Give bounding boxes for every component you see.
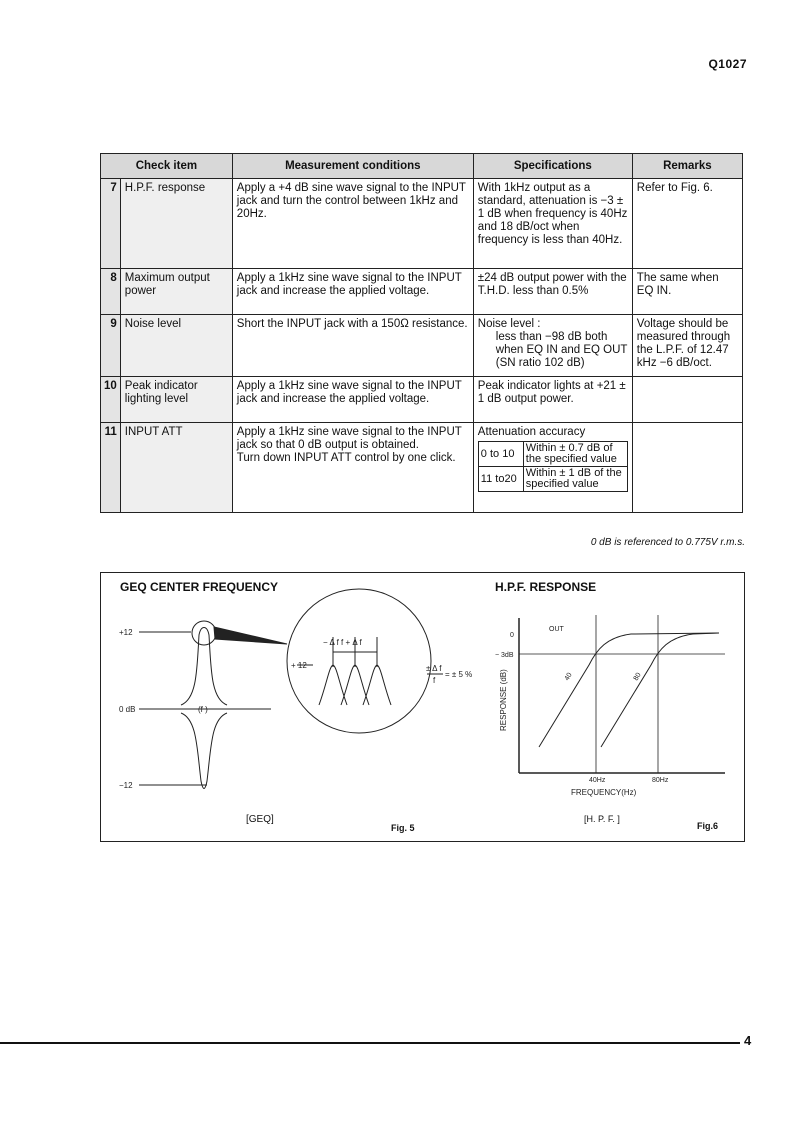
row-number: 11 — [101, 423, 121, 513]
specification — [473, 423, 632, 513]
fig5-plus12: +12 — [119, 628, 133, 637]
remarks: Voltage should be measured through the L.P.F. of 12.47 kHz −6 dB/oct. — [632, 315, 742, 377]
formula-numerator: ± Δ f — [426, 664, 442, 673]
check-item: Noise level — [120, 315, 232, 377]
specification: With 1kHz output as a standard, attenuation is −3 ± 1 dB when frequency is 40Hz and 18 dB/oct when frequency is less than 40Hz. — [473, 179, 632, 269]
attenuation-label: Attenuation accuracy — [477, 426, 586, 438]
row-number: 7 — [101, 179, 121, 269]
fig5-title: GEQ CENTER FREQUENCY — [120, 580, 279, 594]
cut-curve — [181, 713, 227, 789]
measurement-condition: Apply a 1kHz sine wave signal to the INPUT jack and increase the applied voltage. — [232, 269, 473, 315]
fig5-caption: [GEQ] — [246, 814, 274, 825]
page-number: 4 — [744, 1033, 752, 1048]
row-number: 10 — [101, 377, 121, 423]
table-header-row — [101, 154, 743, 179]
zoom-plus12: + 12 — [291, 661, 307, 670]
zoom-source-circle — [192, 621, 216, 645]
out-label: OUT — [549, 626, 564, 633]
fig5-minus12: −12 — [119, 781, 133, 790]
fig6-caption: [H. P. F. ] — [584, 814, 620, 824]
y-axis-label: RESPONSE (dB) — [499, 669, 508, 731]
measurement-condition — [232, 423, 473, 513]
table-row — [101, 315, 743, 377]
document-id: Q1027 — [708, 57, 747, 71]
specification: Peak indicator lights at +21 ± 1 dB output power. — [473, 377, 632, 423]
zoom-circle — [287, 589, 431, 733]
x-axis-label: FREQUENCY(Hz) — [571, 788, 637, 797]
y-zero-label: 0 — [510, 632, 514, 639]
check-item: Maximum output power — [120, 269, 232, 315]
specification — [473, 315, 632, 377]
attenuation-row — [478, 442, 627, 467]
fig5-number: Fig. 5 — [391, 823, 415, 833]
specification: ±24 dB output power with the T.H.D. less than 0.5% — [473, 269, 632, 315]
row-number: 9 — [101, 315, 121, 377]
header-check-item: Check item — [101, 154, 233, 179]
measurement-condition: Apply a 1kHz sine wave signal to the INPUT jack and increase the applied voltage. — [232, 377, 473, 423]
table-row — [101, 377, 743, 423]
table-row — [101, 269, 743, 315]
y-m3-label: − 3dB — [495, 652, 514, 659]
formula-value: = ± 5 % — [445, 670, 473, 679]
header-remarks: Remarks — [632, 154, 742, 179]
table-row — [101, 179, 743, 269]
slope-80-label: 80 — [632, 671, 643, 682]
x40-label: 40Hz — [589, 777, 606, 784]
measurement-condition: Short the INPUT jack with a 150Ω resistance. — [232, 315, 473, 377]
attenuation-table — [478, 441, 628, 492]
slope-40-label: 40 — [563, 671, 574, 682]
remarks: Refer to Fig. 6. — [632, 179, 742, 269]
check-item: INPUT ATT — [120, 423, 232, 513]
attenuation-range: 11 to20 — [478, 467, 523, 492]
check-item: Peak indicator lighting level — [120, 377, 232, 423]
figure-box — [100, 572, 745, 842]
reference-footnote: 0 dB is referenced to 0.775V r.m.s. — [590, 537, 745, 548]
spec-table — [100, 153, 743, 513]
attenuation-accuracy: Within ± 1 dB of the specified value — [523, 467, 627, 492]
remarks — [632, 423, 742, 513]
condition-step-1: Apply a 1kHz sine wave signal to the INPUT jack so that 0 dB output is obtained. — [236, 426, 462, 451]
noise-level-label: Noise level : — [477, 318, 541, 330]
check-item: H.P.F. response — [120, 179, 232, 269]
noise-level-detail: less than −98 dB both when EQ IN and EQ OUT (SN ratio 102 dB) — [495, 331, 628, 369]
condition-step-2: Turn down INPUT ATT control by one click. — [236, 452, 456, 464]
attenuation-range: 0 to 10 — [478, 442, 523, 467]
formula-denominator: f — [433, 676, 436, 685]
geq-diagram — [101, 573, 744, 841]
attenuation-accuracy: Within ± 0.7 dB of the specified value — [523, 442, 627, 467]
x80-label: 80Hz — [652, 777, 669, 784]
delta-label: − Δ f f + Δ f — [323, 638, 362, 647]
fig6-number: Fig.6 — [697, 821, 719, 831]
remarks: The same when EQ IN. — [632, 269, 742, 315]
fig5-zero: 0 dB — [119, 705, 136, 714]
measurement-condition: Apply a +4 dB sine wave signal to the INPUT jack and turn the control between 1kHz and 20Hz. — [232, 179, 473, 269]
header-measurement-conditions: Measurement conditions — [232, 154, 473, 179]
zoom-connector — [214, 627, 287, 644]
table-row — [101, 423, 743, 513]
page-rule — [0, 1042, 740, 1044]
fig6-title: H.P.F. RESPONSE — [495, 580, 597, 594]
header-specifications: Specifications — [473, 154, 632, 179]
attenuation-row — [478, 467, 627, 492]
row-number: 8 — [101, 269, 121, 315]
remarks — [632, 377, 742, 423]
fig5-f-marker: (f ) — [198, 705, 208, 714]
